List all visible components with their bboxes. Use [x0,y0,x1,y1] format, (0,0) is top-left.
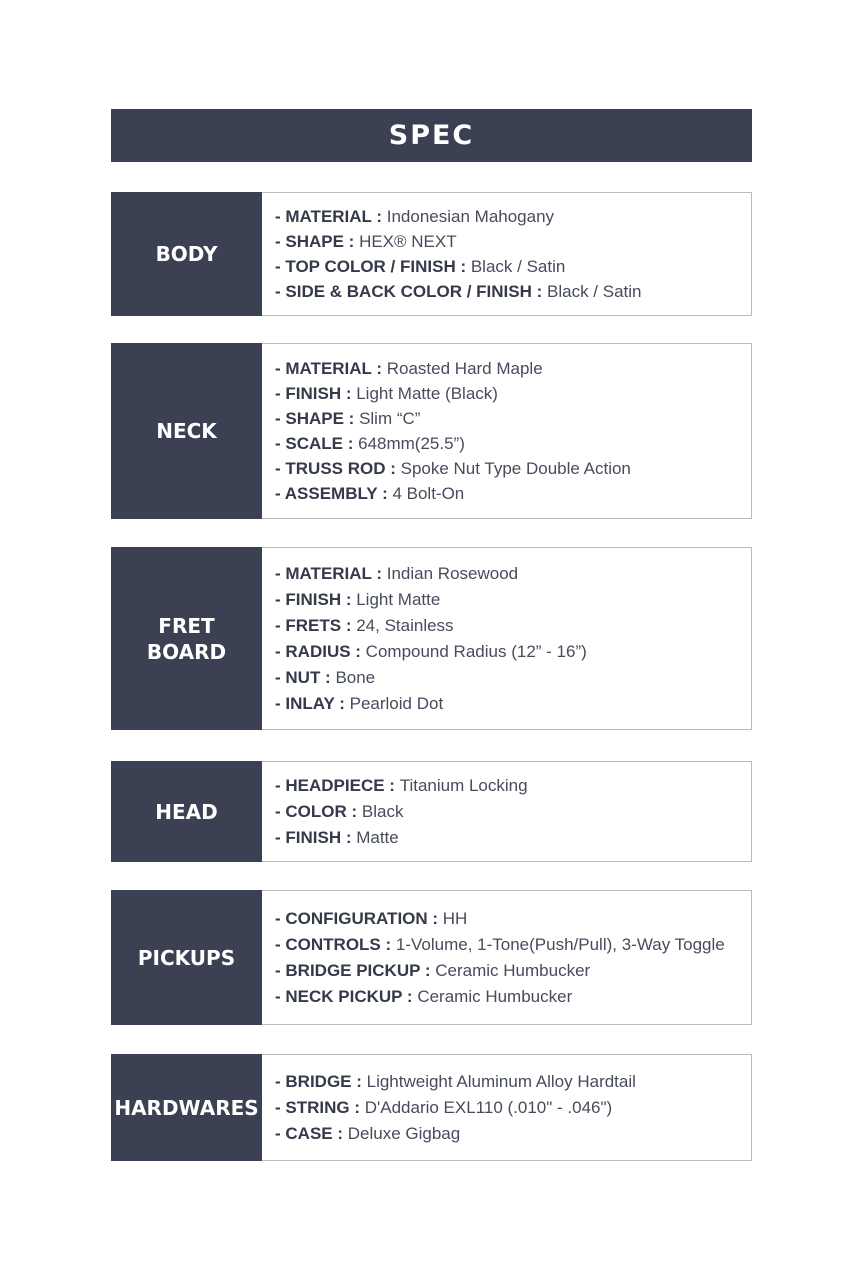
section-pickups [111,890,752,1025]
spec-value: Black / Satin [547,282,642,301]
spec-key: - ASSEMBLY : [275,484,393,503]
spec-key: - TRUSS ROD : [275,459,401,478]
spec-row [275,665,751,691]
spec-value: 4 Bolt-On [392,484,465,503]
spec-row [275,639,751,665]
spec-row [275,958,751,984]
spec-row [275,984,751,1010]
section-label: HEAD [111,761,262,862]
spec-key: - TOP COLOR / FINISH : [275,257,471,276]
section-hardwares [111,1054,752,1161]
spec-row [275,932,751,958]
spec-row [275,1095,751,1121]
section-label: HARDWARES [111,1054,262,1161]
section-neck [111,343,752,519]
spec-value: Bone [335,667,376,687]
spec-value: Roasted Hard Maple [386,359,543,378]
spec-value: Light Matte (Black) [356,384,498,403]
spec-list [262,762,751,861]
spec-value: HEX® NEXT [359,232,457,251]
spec-key: - FINISH : [275,589,357,609]
section-label: PICKUPS [111,890,262,1025]
spec-key: - MATERIAL : [275,563,387,583]
spec-value: Lightweight Aluminum Alloy Hardtail [366,1071,636,1091]
spec-value: Compound Radius (12” - 16”) [365,641,587,661]
spec-value: Pearloid Dot [349,693,444,713]
spec-key: - NUT : [275,667,336,687]
spec-key: - CASE : [275,1123,348,1143]
spec-key: - HEADPIECE : [275,775,400,795]
section-fret-board [111,547,752,730]
spec-row [275,356,751,381]
spec-value: Indonesian Mahogany [386,207,555,226]
spec-key: - STRING : [275,1097,365,1117]
spec-key: - NECK PICKUP : [275,986,418,1006]
spec-row [275,279,751,304]
spec-value: Ceramic Humbucker [417,986,573,1006]
spec-value: Ceramic Humbucker [435,960,591,980]
spec-key: - MATERIAL : [275,207,387,226]
spec-row [275,906,751,932]
section-label: BODY [111,192,262,316]
spec-key: - SCALE : [275,434,359,453]
spec-row [275,456,751,481]
section-body [111,192,752,316]
spec-value: Deluxe Gigbag [347,1123,461,1143]
spec-value: 24, Stainless [356,615,454,635]
spec-row [275,381,751,406]
spec-value: 1-Volume, 1-Tone(Push/Pull), 3-Way Toggle [395,934,725,954]
spec-row [275,254,751,279]
spec-row [275,204,751,229]
spec-list [262,344,751,518]
spec-value: Light Matte [356,589,441,609]
spec-row [275,561,751,587]
spec-value: HH [442,908,468,928]
spec-key: - SHAPE : [275,232,360,251]
spec-value: Spoke Nut Type Double Action [400,459,631,478]
section-head [111,761,752,862]
spec-value: Matte [356,827,399,847]
spec-key: - COLOR : [275,801,362,821]
spec-row [275,587,751,613]
spec-row [275,613,751,639]
spec-row [275,691,751,717]
spec-value: Slim “C” [359,409,421,428]
spec-key: - BRIDGE : [275,1071,367,1091]
spec-key: - RADIUS : [275,641,366,661]
spec-row [275,1069,751,1095]
spec-value: Titanium Locking [399,775,528,795]
spec-value: Indian Rosewood [386,563,519,583]
spec-list [262,548,751,729]
spec-row [275,481,751,506]
spec-list [262,891,751,1024]
spec-row [275,1121,751,1147]
spec-key: - FINISH : [275,384,357,403]
spec-list [262,1055,751,1160]
spec-key: - SHAPE : [275,409,360,428]
spec-value: Black / Satin [470,257,566,276]
spec-row [275,406,751,431]
spec-row [275,773,751,799]
spec-key: - SIDE & BACK COLOR / FINISH : [275,282,547,301]
spec-list [262,193,751,315]
spec-value: Black [361,801,404,821]
spec-key: - FRETS : [275,615,357,635]
spec-key: - MATERIAL : [275,359,387,378]
spec-value: D'Addario EXL110 (.010" - .046") [364,1097,613,1117]
spec-key: - CONFIGURATION : [275,908,443,928]
spec-key: - INLAY : [275,693,350,713]
spec-key: - FINISH : [275,827,357,847]
page-title: SPEC [111,109,752,162]
spec-row [275,431,751,456]
spec-row [275,229,751,254]
section-label: FRET BOARD [111,547,262,730]
section-label: NECK [111,343,262,519]
spec-key: - CONTROLS : [275,934,396,954]
spec-row [275,799,751,825]
spec-value: 648mm(25.5”) [358,434,465,453]
spec-key: - BRIDGE PICKUP : [275,960,436,980]
spec-row [275,825,751,851]
